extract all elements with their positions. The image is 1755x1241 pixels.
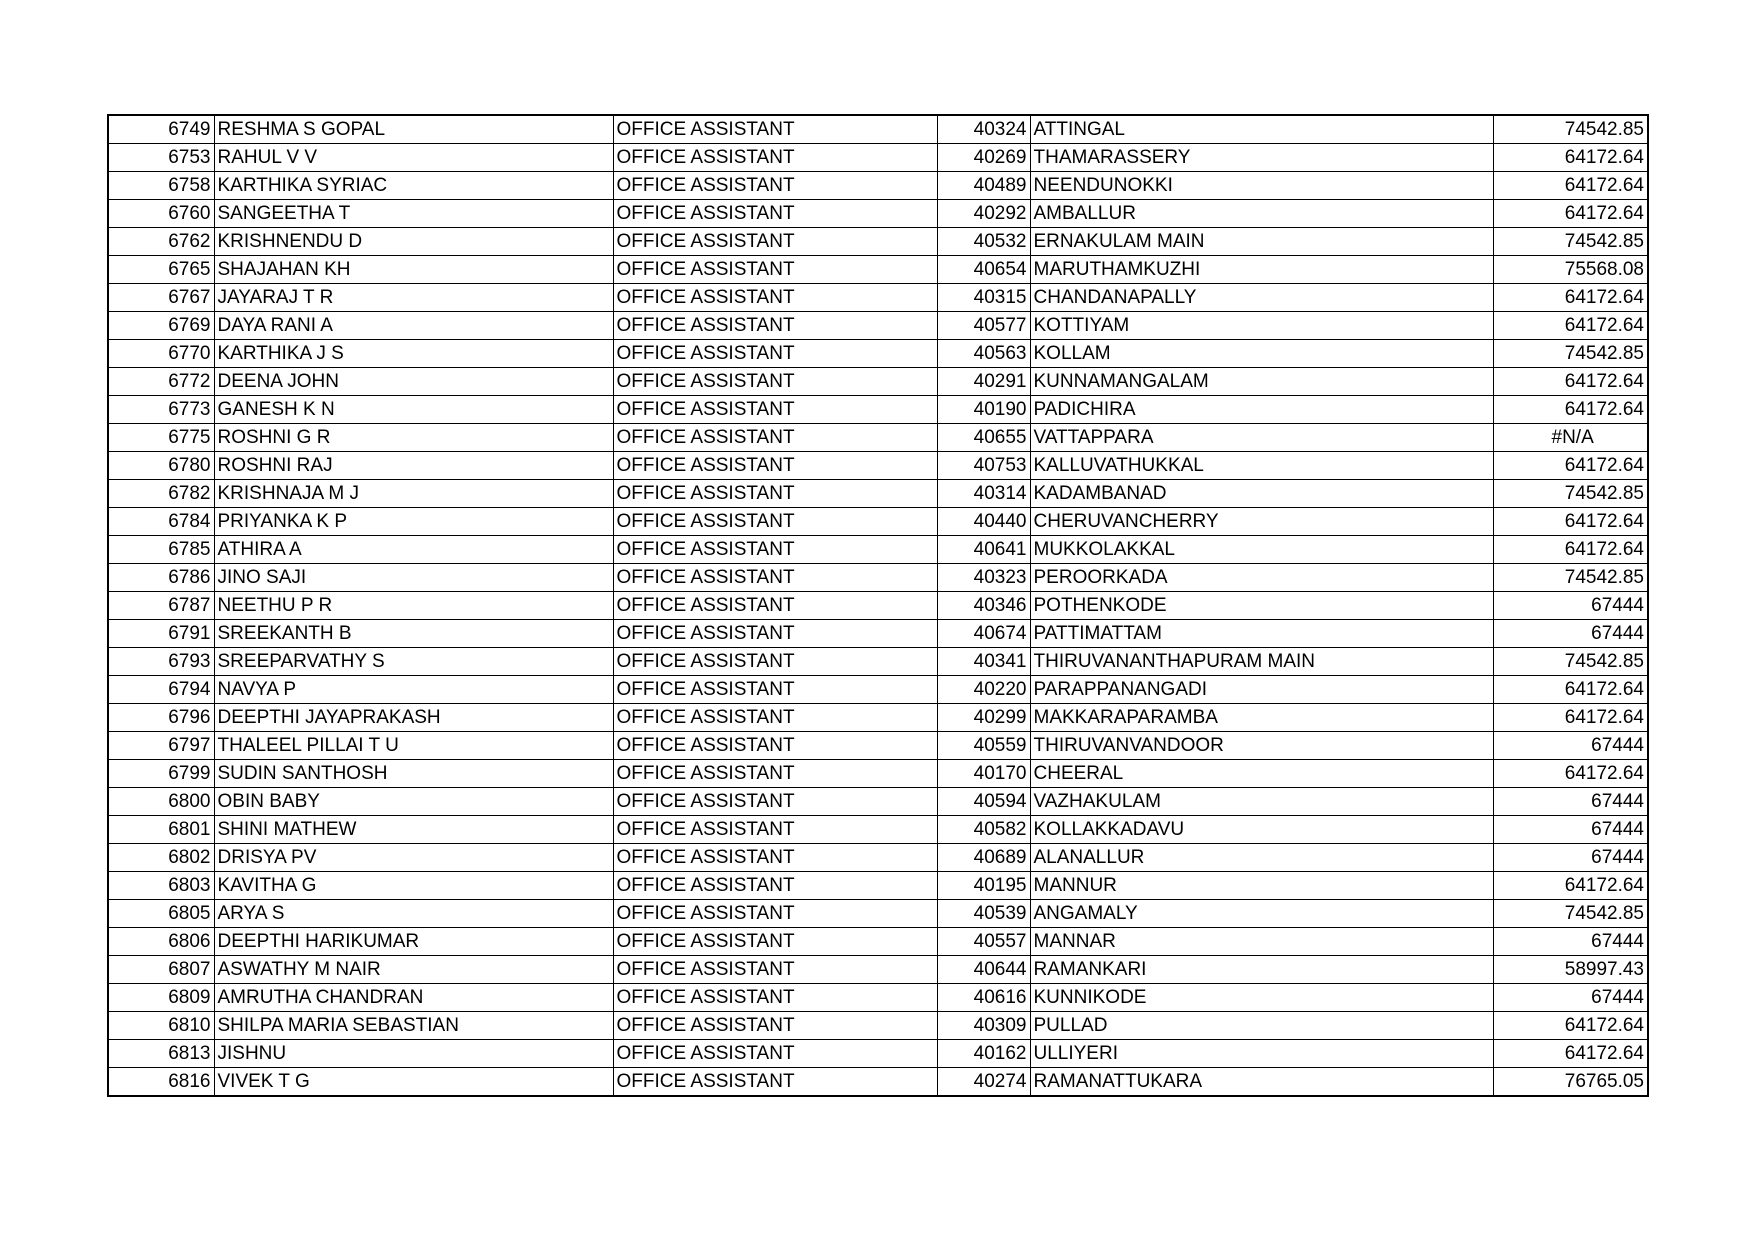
amount-cell: 64172.64 bbox=[1493, 200, 1648, 228]
office-code-cell: 40557 bbox=[937, 928, 1030, 956]
amount-cell: 74542.85 bbox=[1493, 340, 1648, 368]
employee-id-cell: 6806 bbox=[108, 928, 214, 956]
designation-cell: OFFICE ASSISTANT bbox=[613, 284, 937, 312]
employee-id-cell: 6773 bbox=[108, 396, 214, 424]
amount-cell: 74542.85 bbox=[1493, 900, 1648, 928]
office-code-cell: 40753 bbox=[937, 452, 1030, 480]
amount-cell: 64172.64 bbox=[1493, 1012, 1648, 1040]
employee-id-cell: 6758 bbox=[108, 172, 214, 200]
office-name-cell: ALANALLUR bbox=[1030, 844, 1493, 872]
employee-id-cell: 6787 bbox=[108, 592, 214, 620]
office-name-cell: MARUTHAMKUZHI bbox=[1030, 256, 1493, 284]
employee-id-cell: 6803 bbox=[108, 872, 214, 900]
employee-name-cell: DRISYA PV bbox=[214, 844, 613, 872]
office-code-cell: 40291 bbox=[937, 368, 1030, 396]
office-code-cell: 40341 bbox=[937, 648, 1030, 676]
employee-name-cell: THALEEL PILLAI T U bbox=[214, 732, 613, 760]
employee-id-cell: 6780 bbox=[108, 452, 214, 480]
employee-id-cell: 6805 bbox=[108, 900, 214, 928]
employee-id-cell: 6793 bbox=[108, 648, 214, 676]
designation-cell: OFFICE ASSISTANT bbox=[613, 816, 937, 844]
office-name-cell: MANNAR bbox=[1030, 928, 1493, 956]
employee-id-cell: 6791 bbox=[108, 620, 214, 648]
employee-name-cell: KRISHNAJA M J bbox=[214, 480, 613, 508]
employee-name-cell: KAVITHA G bbox=[214, 872, 613, 900]
amount-cell: 67444 bbox=[1493, 788, 1648, 816]
amount-cell: 64172.64 bbox=[1493, 144, 1648, 172]
employee-name-cell: AMRUTHA CHANDRAN bbox=[214, 984, 613, 1012]
table-row bbox=[108, 508, 1648, 536]
employee-name-cell: ARYA S bbox=[214, 900, 613, 928]
employee-name-cell: DEENA JOHN bbox=[214, 368, 613, 396]
office-name-cell: KALLUVATHUKKAL bbox=[1030, 452, 1493, 480]
amount-cell: 64172.64 bbox=[1493, 284, 1648, 312]
office-code-cell: 40440 bbox=[937, 508, 1030, 536]
employee-name-cell: JAYARAJ T R bbox=[214, 284, 613, 312]
table-row bbox=[108, 564, 1648, 592]
amount-cell: 64172.64 bbox=[1493, 536, 1648, 564]
office-name-cell: PADICHIRA bbox=[1030, 396, 1493, 424]
employee-id-cell: 6816 bbox=[108, 1068, 214, 1097]
employee-id-cell: 6762 bbox=[108, 228, 214, 256]
office-code-cell: 40170 bbox=[937, 760, 1030, 788]
office-code-cell: 40195 bbox=[937, 872, 1030, 900]
amount-cell: 67444 bbox=[1493, 844, 1648, 872]
table-row bbox=[108, 115, 1648, 144]
office-code-cell: 40269 bbox=[937, 144, 1030, 172]
employee-id-cell: 6770 bbox=[108, 340, 214, 368]
employee-name-cell: SHAJAHAN KH bbox=[214, 256, 613, 284]
table-row bbox=[108, 956, 1648, 984]
table-row bbox=[108, 620, 1648, 648]
amount-cell: 67444 bbox=[1493, 928, 1648, 956]
designation-cell: OFFICE ASSISTANT bbox=[613, 312, 937, 340]
designation-cell: OFFICE ASSISTANT bbox=[613, 452, 937, 480]
table-row bbox=[108, 984, 1648, 1012]
designation-cell: OFFICE ASSISTANT bbox=[613, 368, 937, 396]
employee-name-cell: JISHNU bbox=[214, 1040, 613, 1068]
employee-id-cell: 6769 bbox=[108, 312, 214, 340]
table-row bbox=[108, 452, 1648, 480]
table-row bbox=[108, 676, 1648, 704]
office-name-cell: VAZHAKULAM bbox=[1030, 788, 1493, 816]
table-row bbox=[108, 480, 1648, 508]
employee-name-cell: ROSHNI RAJ bbox=[214, 452, 613, 480]
amount-cell: 74542.85 bbox=[1493, 648, 1648, 676]
employee-name-cell: JINO SAJI bbox=[214, 564, 613, 592]
office-name-cell: MANNUR bbox=[1030, 872, 1493, 900]
office-code-cell: 40689 bbox=[937, 844, 1030, 872]
designation-cell: OFFICE ASSISTANT bbox=[613, 200, 937, 228]
designation-cell: OFFICE ASSISTANT bbox=[613, 508, 937, 536]
office-code-cell: 40299 bbox=[937, 704, 1030, 732]
employee-name-cell: PRIYANKA K P bbox=[214, 508, 613, 536]
amount-cell: 67444 bbox=[1493, 732, 1648, 760]
office-name-cell: PARAPPANANGADI bbox=[1030, 676, 1493, 704]
office-name-cell: POTHENKODE bbox=[1030, 592, 1493, 620]
employee-id-cell: 6796 bbox=[108, 704, 214, 732]
employee-name-cell: ATHIRA A bbox=[214, 536, 613, 564]
employee-id-cell: 6794 bbox=[108, 676, 214, 704]
designation-cell: OFFICE ASSISTANT bbox=[613, 760, 937, 788]
employee-name-cell: NEETHU P R bbox=[214, 592, 613, 620]
office-name-cell: CHEERAL bbox=[1030, 760, 1493, 788]
designation-cell: OFFICE ASSISTANT bbox=[613, 620, 937, 648]
employee-name-cell: DAYA RANI A bbox=[214, 312, 613, 340]
office-name-cell: KOLLAKKADAVU bbox=[1030, 816, 1493, 844]
employee-id-cell: 6810 bbox=[108, 1012, 214, 1040]
employee-name-cell: VIVEK T G bbox=[214, 1068, 613, 1097]
employee-id-cell: 6749 bbox=[108, 115, 214, 144]
employee-id-cell: 6772 bbox=[108, 368, 214, 396]
office-name-cell: MAKKARAPARAMBA bbox=[1030, 704, 1493, 732]
amount-cell: 74542.85 bbox=[1493, 480, 1648, 508]
office-code-cell: 40654 bbox=[937, 256, 1030, 284]
amount-cell: 64172.64 bbox=[1493, 172, 1648, 200]
table-row bbox=[108, 648, 1648, 676]
office-code-cell: 40315 bbox=[937, 284, 1030, 312]
office-name-cell: KUNNIKODE bbox=[1030, 984, 1493, 1012]
office-name-cell: PULLAD bbox=[1030, 1012, 1493, 1040]
employee-id-cell: 6797 bbox=[108, 732, 214, 760]
table-row bbox=[108, 172, 1648, 200]
office-name-cell: CHANDANAPALLY bbox=[1030, 284, 1493, 312]
amount-cell: 67444 bbox=[1493, 816, 1648, 844]
table-body bbox=[108, 115, 1648, 1096]
employee-id-cell: 6760 bbox=[108, 200, 214, 228]
office-name-cell: RAMANATTUKARA bbox=[1030, 1068, 1493, 1097]
table-row bbox=[108, 228, 1648, 256]
employee-name-cell: GANESH K N bbox=[214, 396, 613, 424]
employee-id-cell: 6800 bbox=[108, 788, 214, 816]
office-name-cell: THAMARASSERY bbox=[1030, 144, 1493, 172]
employee-id-cell: 6813 bbox=[108, 1040, 214, 1068]
office-code-cell: 40489 bbox=[937, 172, 1030, 200]
designation-cell: OFFICE ASSISTANT bbox=[613, 1040, 937, 1068]
office-code-cell: 40539 bbox=[937, 900, 1030, 928]
table-row bbox=[108, 732, 1648, 760]
employee-name-cell: KARTHIKA J S bbox=[214, 340, 613, 368]
office-code-cell: 40655 bbox=[937, 424, 1030, 452]
office-name-cell: VATTAPPARA bbox=[1030, 424, 1493, 452]
office-name-cell: KOTTIYAM bbox=[1030, 312, 1493, 340]
office-code-cell: 40532 bbox=[937, 228, 1030, 256]
office-code-cell: 40559 bbox=[937, 732, 1030, 760]
employee-name-cell: RESHMA S GOPAL bbox=[214, 115, 613, 144]
table-row bbox=[108, 1012, 1648, 1040]
employee-name-cell: KARTHIKA SYRIAC bbox=[214, 172, 613, 200]
amount-cell: 64172.64 bbox=[1493, 704, 1648, 732]
amount-cell: 64172.64 bbox=[1493, 452, 1648, 480]
employee-id-cell: 6785 bbox=[108, 536, 214, 564]
amount-cell: 64172.64 bbox=[1493, 396, 1648, 424]
office-code-cell: 40641 bbox=[937, 536, 1030, 564]
employee-name-cell: ASWATHY M NAIR bbox=[214, 956, 613, 984]
office-code-cell: 40162 bbox=[937, 1040, 1030, 1068]
amount-cell: #N/A bbox=[1493, 424, 1648, 452]
table-row bbox=[108, 844, 1648, 872]
designation-cell: OFFICE ASSISTANT bbox=[613, 1068, 937, 1097]
amount-cell: 64172.64 bbox=[1493, 1040, 1648, 1068]
office-code-cell: 40190 bbox=[937, 396, 1030, 424]
amount-cell: 75568.08 bbox=[1493, 256, 1648, 284]
employee-name-cell: SHILPA MARIA SEBASTIAN bbox=[214, 1012, 613, 1040]
amount-cell: 74542.85 bbox=[1493, 115, 1648, 144]
table-row bbox=[108, 200, 1648, 228]
office-code-cell: 40324 bbox=[937, 115, 1030, 144]
employee-name-cell: SHINI MATHEW bbox=[214, 816, 613, 844]
office-code-cell: 40274 bbox=[937, 1068, 1030, 1097]
office-name-cell: MUKKOLAKKAL bbox=[1030, 536, 1493, 564]
office-name-cell: ANGAMALY bbox=[1030, 900, 1493, 928]
table-row bbox=[108, 704, 1648, 732]
table-row bbox=[108, 900, 1648, 928]
designation-cell: OFFICE ASSISTANT bbox=[613, 396, 937, 424]
employee-id-cell: 6767 bbox=[108, 284, 214, 312]
designation-cell: OFFICE ASSISTANT bbox=[613, 872, 937, 900]
table-row bbox=[108, 928, 1648, 956]
designation-cell: OFFICE ASSISTANT bbox=[613, 956, 937, 984]
employee-id-cell: 6753 bbox=[108, 144, 214, 172]
designation-cell: OFFICE ASSISTANT bbox=[613, 228, 937, 256]
employee-name-cell: ROSHNI G R bbox=[214, 424, 613, 452]
designation-cell: OFFICE ASSISTANT bbox=[613, 844, 937, 872]
designation-cell: OFFICE ASSISTANT bbox=[613, 536, 937, 564]
employee-name-cell: SANGEETHA T bbox=[214, 200, 613, 228]
amount-cell: 67444 bbox=[1493, 984, 1648, 1012]
employee-name-cell: SUDIN SANTHOSH bbox=[214, 760, 613, 788]
amount-cell: 64172.64 bbox=[1493, 368, 1648, 396]
table-row bbox=[108, 1068, 1648, 1097]
office-code-cell: 40323 bbox=[937, 564, 1030, 592]
amount-cell: 64172.64 bbox=[1493, 760, 1648, 788]
employee-name-cell: NAVYA P bbox=[214, 676, 613, 704]
designation-cell: OFFICE ASSISTANT bbox=[613, 704, 937, 732]
amount-cell: 64172.64 bbox=[1493, 508, 1648, 536]
office-code-cell: 40616 bbox=[937, 984, 1030, 1012]
office-code-cell: 40220 bbox=[937, 676, 1030, 704]
employee-name-cell: DEEPTHI JAYAPRAKASH bbox=[214, 704, 613, 732]
designation-cell: OFFICE ASSISTANT bbox=[613, 984, 937, 1012]
employee-name-cell: OBIN BABY bbox=[214, 788, 613, 816]
designation-cell: OFFICE ASSISTANT bbox=[613, 732, 937, 760]
office-code-cell: 40582 bbox=[937, 816, 1030, 844]
amount-cell: 76765.05 bbox=[1493, 1068, 1648, 1097]
designation-cell: OFFICE ASSISTANT bbox=[613, 788, 937, 816]
employee-id-cell: 6765 bbox=[108, 256, 214, 284]
office-name-cell: ULLIYERI bbox=[1030, 1040, 1493, 1068]
designation-cell: OFFICE ASSISTANT bbox=[613, 564, 937, 592]
amount-cell: 74542.85 bbox=[1493, 228, 1648, 256]
designation-cell: OFFICE ASSISTANT bbox=[613, 928, 937, 956]
employee-id-cell: 6782 bbox=[108, 480, 214, 508]
employee-id-cell: 6786 bbox=[108, 564, 214, 592]
employee-name-cell: RAHUL V V bbox=[214, 144, 613, 172]
employee-id-cell: 6807 bbox=[108, 956, 214, 984]
table-row bbox=[108, 760, 1648, 788]
amount-cell: 67444 bbox=[1493, 592, 1648, 620]
table-row bbox=[108, 144, 1648, 172]
office-code-cell: 40644 bbox=[937, 956, 1030, 984]
table-row bbox=[108, 340, 1648, 368]
table-row bbox=[108, 592, 1648, 620]
amount-cell: 74542.85 bbox=[1493, 564, 1648, 592]
designation-cell: OFFICE ASSISTANT bbox=[613, 592, 937, 620]
table-row bbox=[108, 256, 1648, 284]
office-name-cell: KADAMBANAD bbox=[1030, 480, 1493, 508]
office-name-cell: PATTIMATTAM bbox=[1030, 620, 1493, 648]
office-name-cell: RAMANKARI bbox=[1030, 956, 1493, 984]
designation-cell: OFFICE ASSISTANT bbox=[613, 480, 937, 508]
employee-id-cell: 6802 bbox=[108, 844, 214, 872]
amount-cell: 64172.64 bbox=[1493, 872, 1648, 900]
table-row bbox=[108, 424, 1648, 452]
designation-cell: OFFICE ASSISTANT bbox=[613, 676, 937, 704]
employee-id-cell: 6799 bbox=[108, 760, 214, 788]
employee-id-cell: 6784 bbox=[108, 508, 214, 536]
table-row bbox=[108, 312, 1648, 340]
office-name-cell: ERNAKULAM MAIN bbox=[1030, 228, 1493, 256]
table-row bbox=[108, 816, 1648, 844]
amount-cell: 67444 bbox=[1493, 620, 1648, 648]
designation-cell: OFFICE ASSISTANT bbox=[613, 340, 937, 368]
office-name-cell: KOLLAM bbox=[1030, 340, 1493, 368]
designation-cell: OFFICE ASSISTANT bbox=[613, 424, 937, 452]
office-name-cell: CHERUVANCHERRY bbox=[1030, 508, 1493, 536]
office-code-cell: 40577 bbox=[937, 312, 1030, 340]
employee-table bbox=[107, 114, 1649, 1097]
office-code-cell: 40292 bbox=[937, 200, 1030, 228]
employee-name-cell: SREEKANTH B bbox=[214, 620, 613, 648]
office-code-cell: 40674 bbox=[937, 620, 1030, 648]
table-row bbox=[108, 788, 1648, 816]
designation-cell: OFFICE ASSISTANT bbox=[613, 144, 937, 172]
amount-cell: 64172.64 bbox=[1493, 676, 1648, 704]
employee-name-cell: DEEPTHI HARIKUMAR bbox=[214, 928, 613, 956]
designation-cell: OFFICE ASSISTANT bbox=[613, 648, 937, 676]
designation-cell: OFFICE ASSISTANT bbox=[613, 115, 937, 144]
designation-cell: OFFICE ASSISTANT bbox=[613, 900, 937, 928]
office-code-cell: 40563 bbox=[937, 340, 1030, 368]
office-code-cell: 40594 bbox=[937, 788, 1030, 816]
employee-name-cell: SREEPARVATHY S bbox=[214, 648, 613, 676]
table-row bbox=[108, 1040, 1648, 1068]
table-row bbox=[108, 396, 1648, 424]
table-row bbox=[108, 536, 1648, 564]
employee-id-cell: 6809 bbox=[108, 984, 214, 1012]
office-name-cell: ATTINGAL bbox=[1030, 115, 1493, 144]
office-name-cell: THIRUVANANTHAPURAM MAIN bbox=[1030, 648, 1493, 676]
designation-cell: OFFICE ASSISTANT bbox=[613, 172, 937, 200]
amount-cell: 64172.64 bbox=[1493, 312, 1648, 340]
designation-cell: OFFICE ASSISTANT bbox=[613, 1012, 937, 1040]
employee-id-cell: 6801 bbox=[108, 816, 214, 844]
office-name-cell: KUNNAMANGALAM bbox=[1030, 368, 1493, 396]
table-row bbox=[108, 872, 1648, 900]
office-name-cell: PEROORKADA bbox=[1030, 564, 1493, 592]
office-name-cell: THIRUVANVANDOOR bbox=[1030, 732, 1493, 760]
table-row bbox=[108, 368, 1648, 396]
table-row bbox=[108, 284, 1648, 312]
office-name-cell: NEENDUNOKKI bbox=[1030, 172, 1493, 200]
office-code-cell: 40314 bbox=[937, 480, 1030, 508]
office-code-cell: 40346 bbox=[937, 592, 1030, 620]
office-code-cell: 40309 bbox=[937, 1012, 1030, 1040]
employee-name-cell: KRISHNENDU D bbox=[214, 228, 613, 256]
employee-id-cell: 6775 bbox=[108, 424, 214, 452]
designation-cell: OFFICE ASSISTANT bbox=[613, 256, 937, 284]
office-name-cell: AMBALLUR bbox=[1030, 200, 1493, 228]
amount-cell: 58997.43 bbox=[1493, 956, 1648, 984]
